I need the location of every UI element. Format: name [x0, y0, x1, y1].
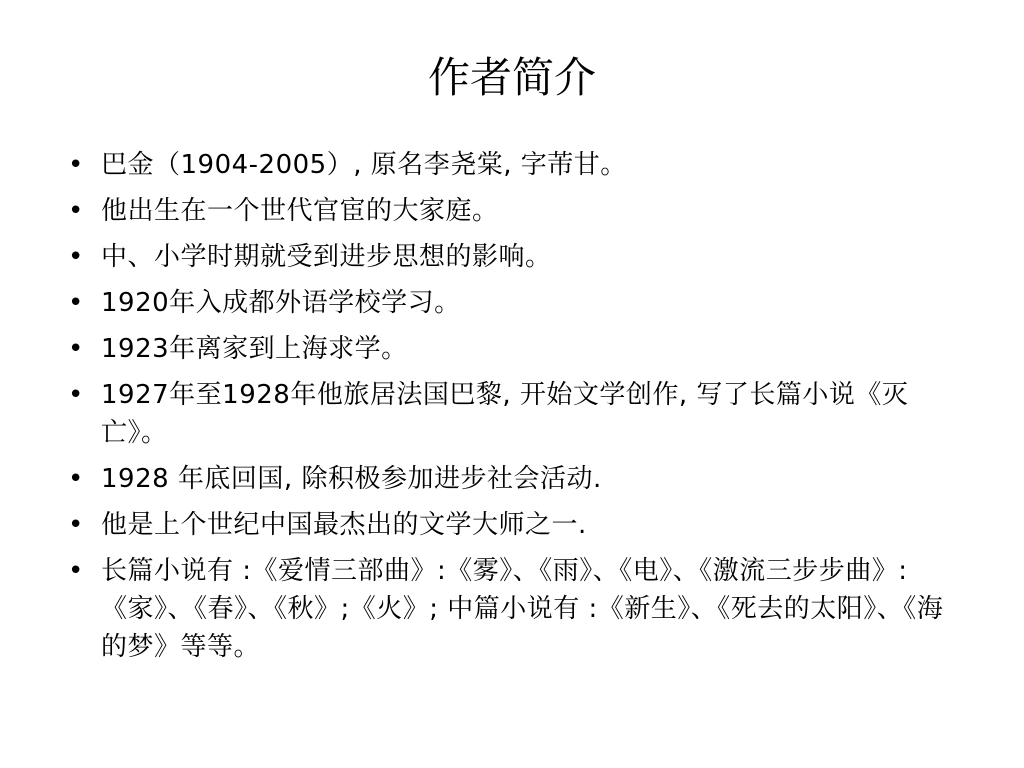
bullet-icon: •	[68, 242, 84, 272]
bullet-icon: •	[68, 464, 84, 494]
slide-title: 作者简介	[427, 53, 596, 102]
bullet-icon: •	[68, 334, 84, 364]
bullet-icon: •	[68, 380, 84, 410]
bullet-item-8	[68, 506, 968, 544]
bullet-item-3	[68, 238, 968, 276]
bullet-icon: •	[68, 510, 84, 540]
bullet-item-2	[68, 192, 968, 230]
bullet-text: 他是上个世纪中国最杰出的文学大师之一.	[101, 510, 587, 540]
bullet-item-9	[68, 552, 968, 666]
bullet-item-1	[68, 146, 968, 184]
bullet-icon: •	[68, 556, 84, 586]
bullet-text: 长篇小说有 :《爱情三部曲》:《雾》、《雨》、《电》、《激流三步步曲》:《家》、《春》、《秋》;《火》; 中篇小说有 :《新生》、《死去的太阳》、《海的梦》等等。	[101, 556, 944, 662]
bullet-text: 1928 年底回国, 除积极参加进步社会活动.	[101, 464, 602, 494]
bullet-text: 1927年至1928年他旅居法国巴黎, 开始文学创作, 写了长篇小说《灭亡》。	[101, 380, 909, 448]
bullet-text: 1923年离家到上海求学。	[101, 334, 408, 364]
bullet-icon: •	[68, 288, 84, 318]
bullet-icon: •	[68, 150, 84, 180]
bullet-text: 1920年入成都外语学校学习。	[101, 288, 461, 318]
bullet-item-7	[68, 460, 968, 498]
bullet-item-5	[68, 330, 968, 368]
bullet-text: 中、小学时期就受到进步思想的影响。	[101, 242, 552, 272]
bullet-item-4	[68, 284, 968, 322]
bullet-text: 巴金（1904-2005）, 原名李尧棠, 字芾甘。	[101, 150, 627, 180]
bullet-item-6	[68, 376, 968, 452]
bullet-icon: •	[68, 196, 84, 226]
bullet-text: 他出生在一个世代官宦的大家庭。	[101, 196, 499, 226]
bullet-list	[68, 146, 968, 674]
